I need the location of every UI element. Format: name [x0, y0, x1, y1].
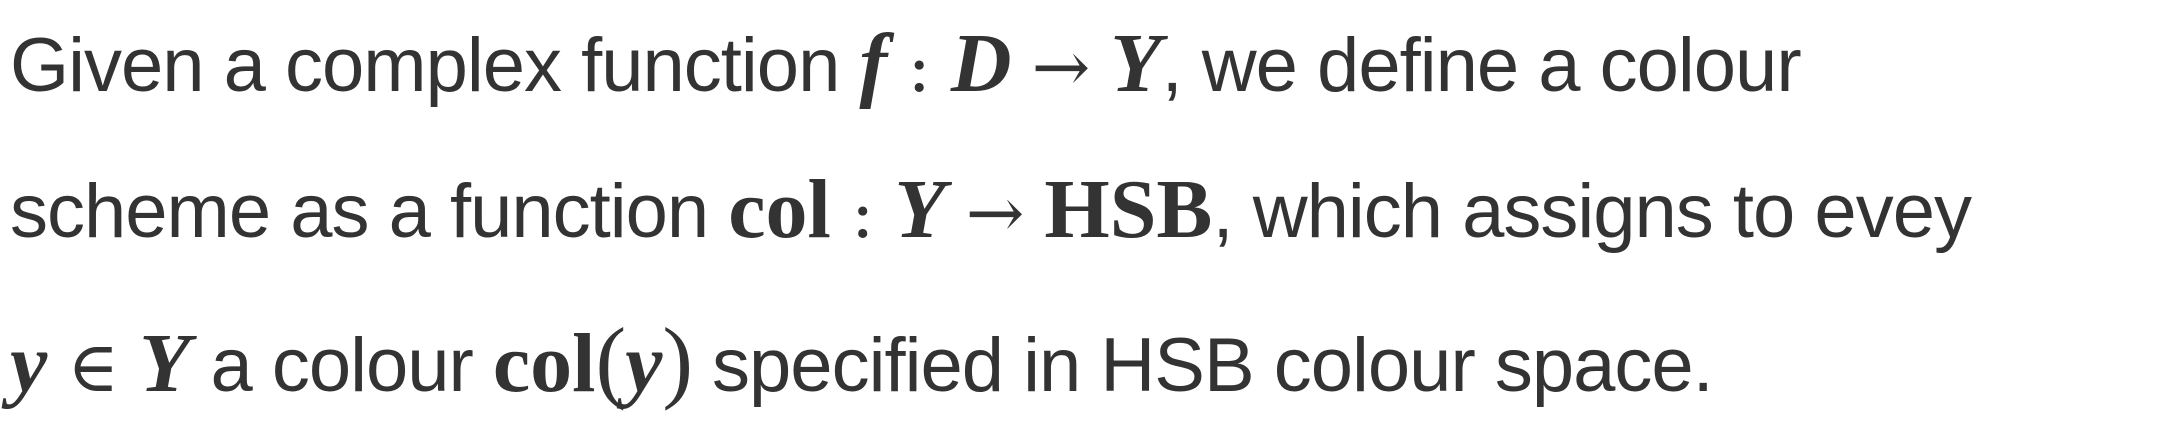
math-arrow: →: [965, 172, 1025, 254]
paragraph-line-2: [10, 163, 1971, 256]
math-colon: :: [850, 172, 875, 254]
math-D: D: [950, 17, 1012, 110]
math-colon: :: [907, 26, 931, 108]
text-we-define-a-colour: , we define a colour: [1161, 23, 1801, 108]
math-Y: Y: [1110, 17, 1162, 110]
math-y-argument: y: [625, 317, 663, 410]
math-HSB: HSB: [1044, 163, 1213, 256]
text-scheme-as-a-function: scheme as a function: [10, 169, 709, 254]
math-right-paren: ): [662, 309, 693, 411]
math-element-of: ∈: [67, 326, 120, 408]
math-f: f: [859, 17, 888, 110]
math-col: col: [728, 163, 831, 256]
paragraph-line-3: [10, 309, 1713, 411]
math-left-paren: (: [595, 309, 626, 411]
paragraph-line-1: [10, 17, 1801, 110]
text-which-assigns-to-evey: , which assigns to evey: [1212, 169, 1971, 254]
math-y: y: [10, 317, 48, 410]
math-Y: Y: [139, 317, 191, 410]
math-arrow: →: [1031, 26, 1091, 108]
math-col: col: [492, 317, 596, 410]
text-specified-in-hsb-colour-space: specified in HSB colour space.: [712, 323, 1713, 408]
text-a-colour: a colour: [210, 323, 473, 408]
math-Y: Y: [894, 163, 946, 256]
text-given-a-complex-function: Given a complex function: [10, 23, 840, 108]
